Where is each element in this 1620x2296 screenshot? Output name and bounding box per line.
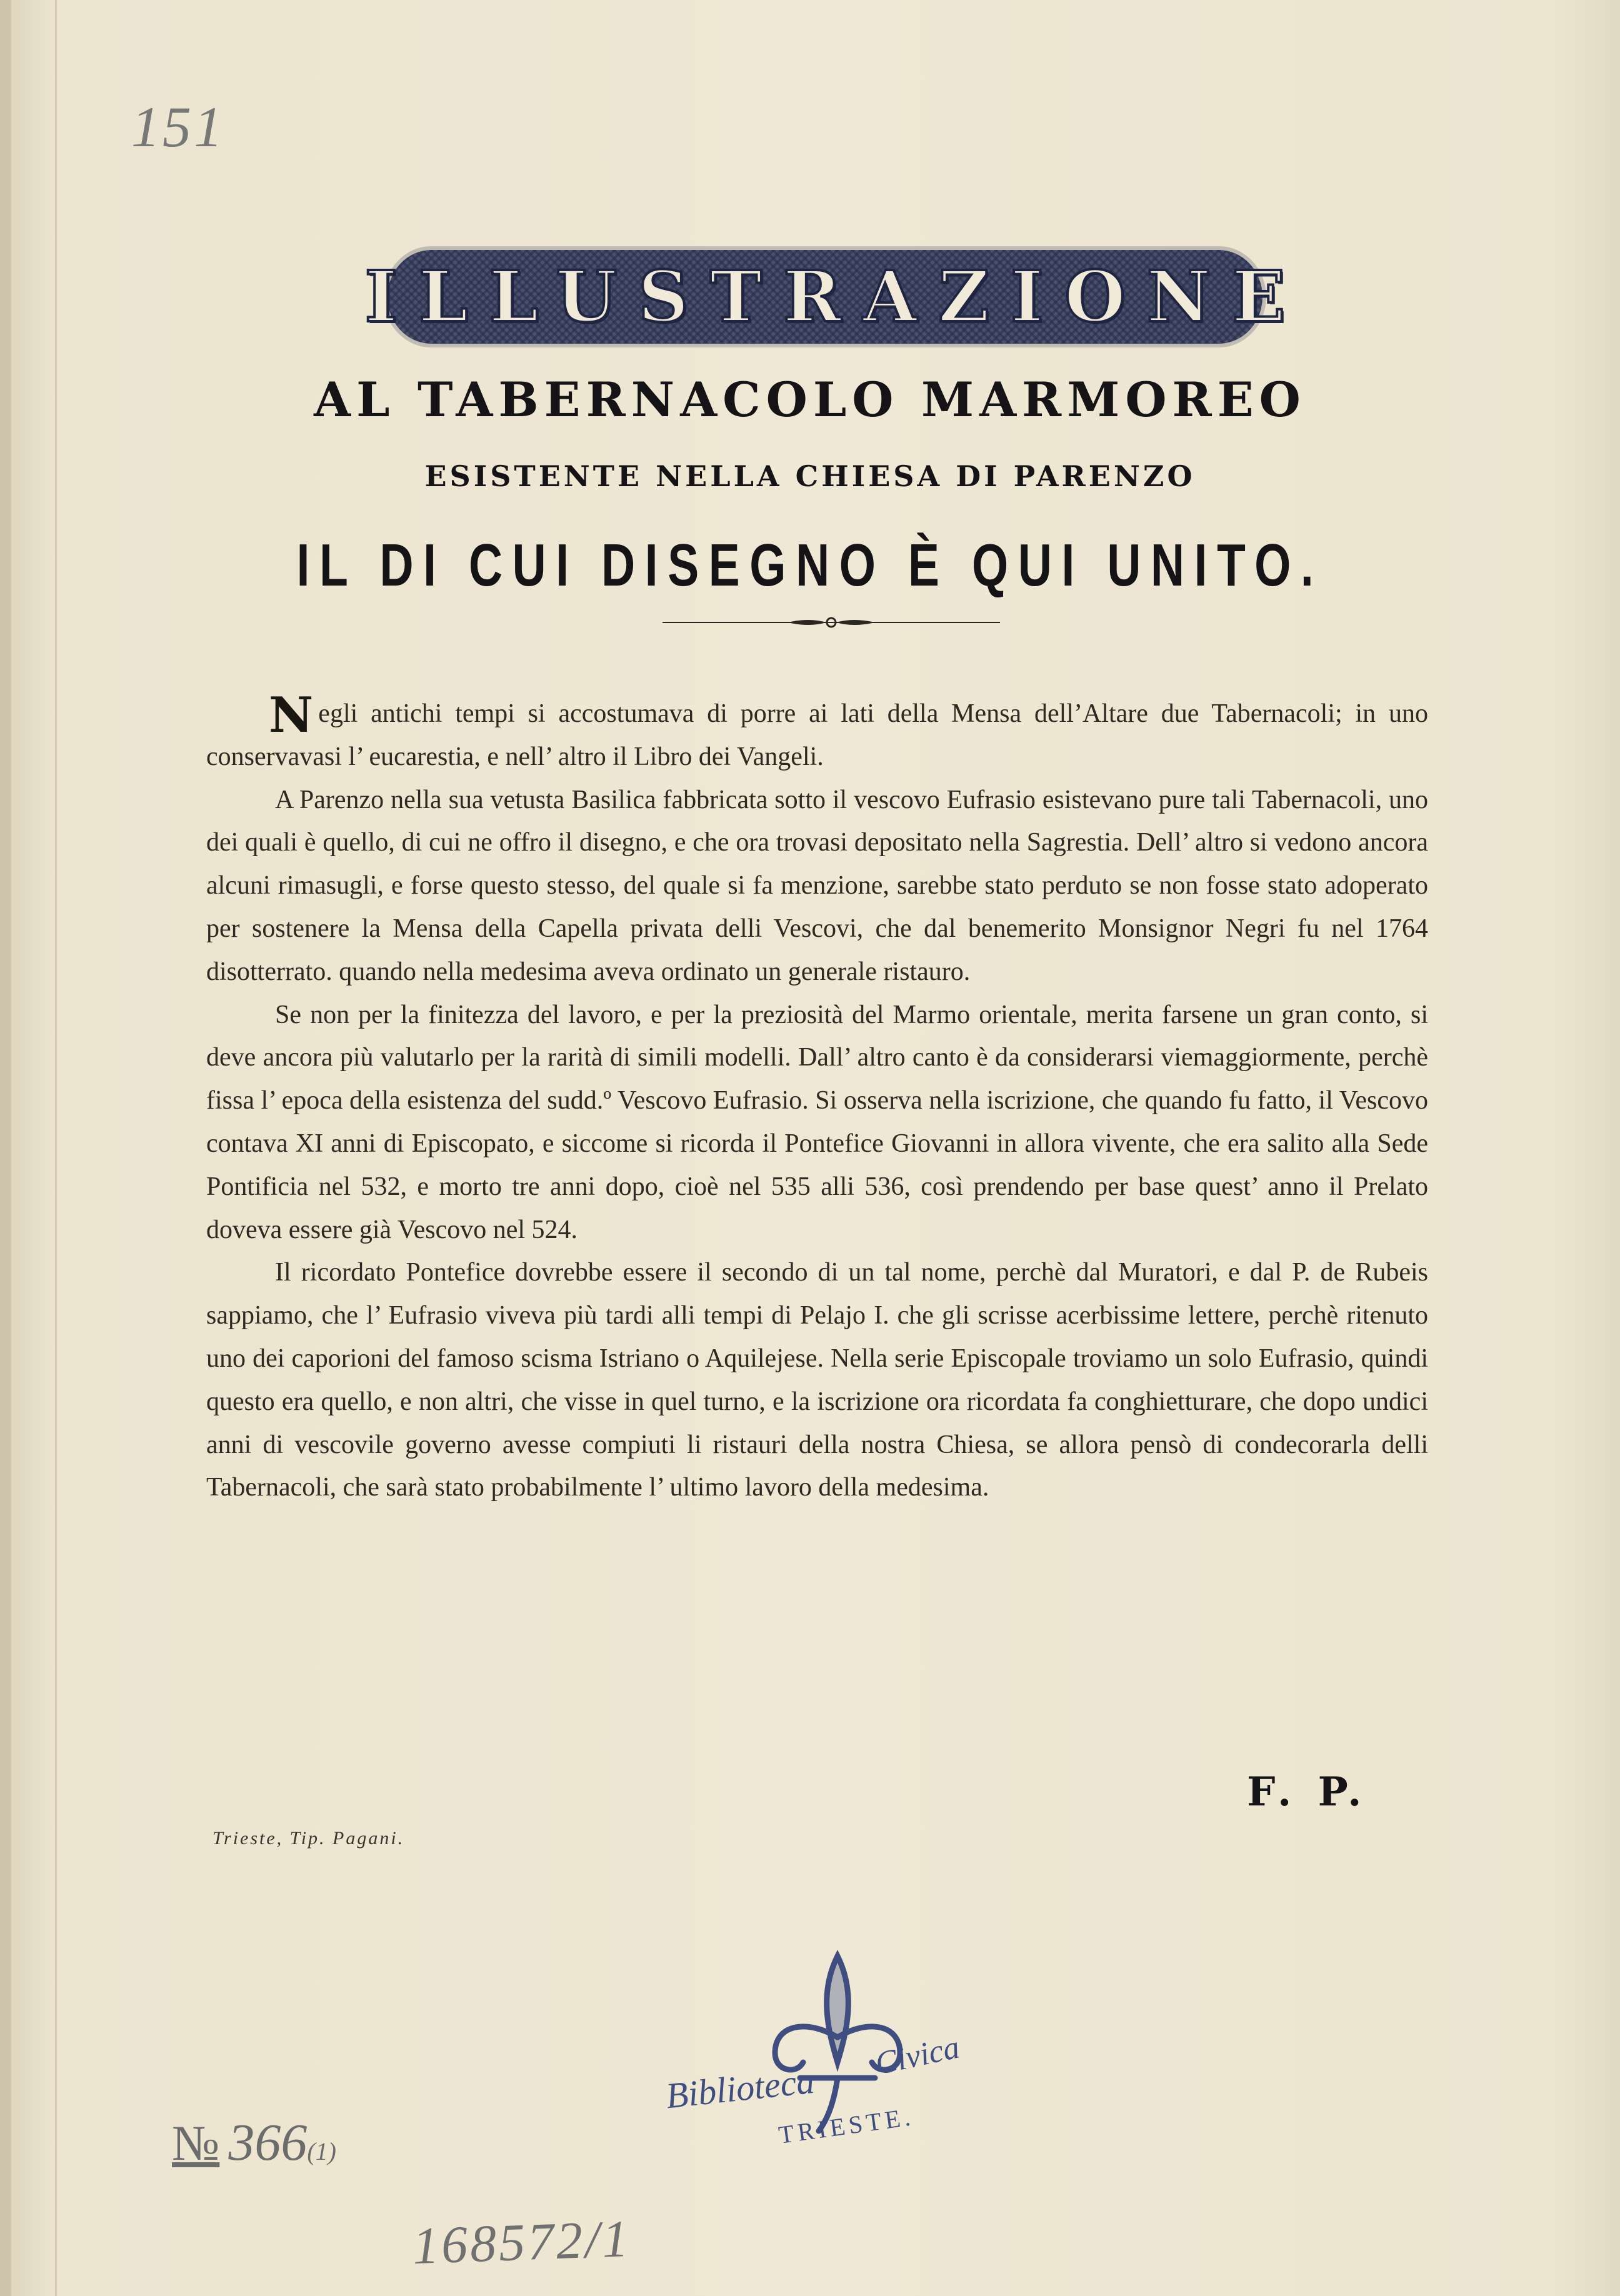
page-edge xyxy=(0,0,11,2296)
printer-imprint: Trieste, Tip. Pagani. xyxy=(212,1828,405,1849)
drop-cap: N xyxy=(269,687,314,744)
handwritten-shelfmark xyxy=(172,2112,336,2173)
stamp-text-biblioteca: Biblioteca xyxy=(664,2060,817,2117)
paragraph-4: Il ricordato Pontefice dovrebbe essere il secondo di un tal nome, perchè dal Muratori, e dal P. de Rubeis sappiamo, che l’ Eufrasio viveva più tardi alli tempi di Pelajo I. che gli scrisse acerbissime lettere, perchè ritenuto uno dei caporioni del famoso scisma Istriano o Aquilejese. Nella serie Episcopale troviamo un solo Eufrasio, quindi questo era quello, e non altri, che visse in quel turno, e la iscrizione ora ricordata fa conghietturare, che dopo undici anni di vescovile governo avesse compiuti li ristauri della nostra Chiesa, se allora pensò di condecorarla delli Tabernacoli, che sarà stato probabilmente l’ ultimo lavoro della medesima. xyxy=(206,1258,1428,1502)
stamp-text-civica: Civica xyxy=(872,2029,963,2082)
paragraph-1 xyxy=(206,687,1428,779)
author-initials: F. P. xyxy=(1247,1769,1368,1815)
shelfmark-number: 366 xyxy=(228,2114,308,2172)
body-text xyxy=(206,687,1428,1509)
paragraph-2: A Parenzo nella sua vetusta Basilica fabbricata sotto il vescovo Eufrasio esistevano pure tali Tabernacoli, uno dei quali è quello, di cui ne offro il disegno, e che ora trovasi depositato nella Sagrestia. Dell’ altro si vedono ancora alcuni rimasugli, e forse questo stesso, del quale si fa menzione, sarebbe stato perduto se non fosse stato adoperato per sostenere la Mensa della Capella privata delli Vescovi, che dal benemerito Monsignor Negri fu nel 1764 disotterrato. quando nella medesima aveva ordinato un generale ristauro. xyxy=(206,785,1428,986)
page-fold xyxy=(55,0,57,2296)
ornamental-title-banner xyxy=(364,250,1307,344)
paragraph-1-text: egli antichi tempi si accostumava di porre ai lati della Mensa dell’Altare due Tabernacoli; in uno conservavasi l’ eucarestia, e nell’ altro il Libro dei Vangeli. xyxy=(206,699,1428,771)
paragraph-3: Se non per la finitezza del lavoro, e per la preziosità del Marmo orientale, merita farsene un gran conto, si deve ancora più valutarlo per la rarità di simili modelli. Dall’ altro canto è da considerarsi viemaggiormente, perchè fissa l’ epoca della esistenza del sudd.º Vescovo Eufrasio. Si osserva nella iscrizione, che quando fu fatto, il Vescovo contava XI anni di Episcopato, e siccome si ricorda il Pontefice Giovanni in allora vivente, che era salito alla Sede Pontificia nel 532, e morto tre anni dopo, cioè nel 535 alli 536, così prendendo per base quest’ anno il Prelato doveva essere già Vescovo nel 524. xyxy=(206,1000,1428,1244)
subtitle-chiesa: ESISTENTE NELLA CHIESA DI PARENZO xyxy=(424,459,1196,493)
handwritten-inventory-number: 168572/1 xyxy=(411,2209,632,2276)
shelfmark-prefix: № xyxy=(172,2116,220,2171)
stamp-text-trieste: TRIESTE. xyxy=(776,2102,916,2149)
subtitle-tabernacolo: AL TABERNACOLO MARMOREO xyxy=(314,372,1306,427)
shelfmark-sub: (1) xyxy=(307,2137,336,2165)
ornamental-divider xyxy=(662,616,1000,629)
document-title: ILLUSTRAZIONE xyxy=(364,256,1307,338)
subtitle-disegno: IL DI CUI DISEGNO È QUI UNITO. xyxy=(296,532,1324,599)
handwritten-page-number: 151 xyxy=(131,95,225,159)
